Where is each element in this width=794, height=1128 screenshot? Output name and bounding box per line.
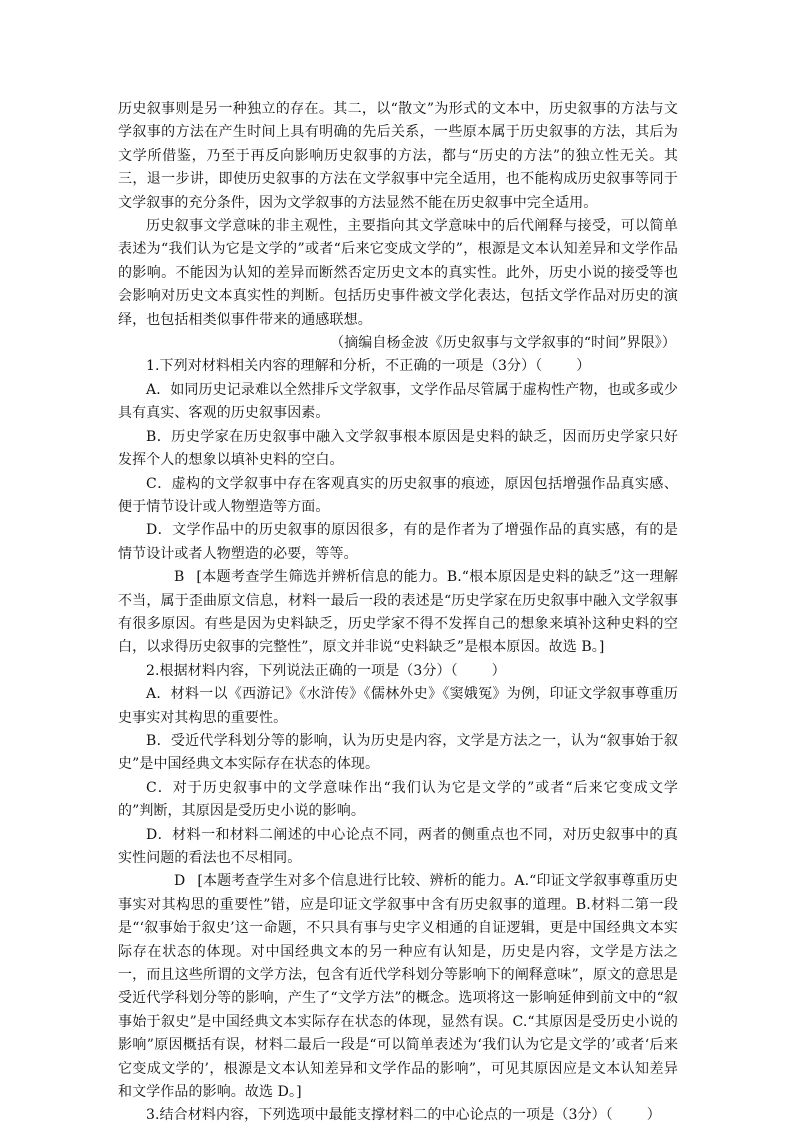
question-3-stem-text: 3.结合材料内容，下列选项中最能支撑材料二的中心论点的一项是（3分）（: [146, 1107, 613, 1124]
question-2-stem: [118, 660, 678, 683]
question-1-stem-text: 1.下列对材料相关内容的理解和分析，不正确的一项是（3分）（: [146, 358, 543, 375]
material-source: （摘编自杨金波《历史叙事与文学叙事的“时间”界限》）: [330, 335, 676, 352]
question-2-option-c: C．对于历史叙事中的文学意味作出“我们认为它是文学的”或者“后来它变成文学的”判断，其原因是受历史小说的影响。: [118, 779, 678, 820]
question-3-stem: [118, 1104, 678, 1127]
question-1-stem-end: ）: [576, 358, 591, 375]
answer-explanation: [本题考查学生筛选并辨析信息的能力。B.“根本原因是史料的缺乏”这一理解不当，属于歪曲原文信息，材料一最后一段的表述是“历史学家在历史叙事中融入文学叙事有很多原因。有些是因为史料缺乏，历史学家不得不发挥自己的想象来填补这种史料的空白，以求得历史叙事的完整性”，原文并非说“史料缺乏”是根本原因。故选 B。]: [118, 569, 678, 656]
material-paragraph-1: 历史叙事则是另一种独立的存在。其二，以“散文”为形式的文本中，历史叙事的方法与文学叙事的方法在产生时间上具有明确的先后关系，一些原本属于历史叙事的方法，其后为文学所借鉴，乃至于再反向影响历史叙事的方法，都与“历史的方法”的独立性无关。其三，退一步讲，即使历史叙事的方法在文学叙事中完全适用，也不能构成历史叙事等同于文学叙事的充分条件，因为文学叙事的方法显然不能在历史叙事中完全适用。: [118, 101, 678, 211]
answer-key: B: [174, 569, 185, 586]
question-1-option-c: C．虚构的文学叙事中存在客观真实的历史叙事的痕迹，原因包括增强作品真实感、便于情节设计或人物塑造等方面。: [118, 475, 678, 515]
question-1-option-b: B．历史学家在历史叙事中融入文学叙事根本原因是史料的缺乏，因而历史学家只好发挥个人的想象以填补史料的空白。: [118, 428, 678, 469]
question-2-option-b: B．受近代学科划分等的影响，认为历史是内容，文学是方法之一，认为“叙事始于叙史”是中国经典文本实际存在状态的体现。: [118, 732, 678, 773]
question-1-option-a: A．如同历史记录难以全然排斥文学叙事，文学作品尽管属于虚构性产物，也或多或少具有真实、客观的历史叙事因素。: [118, 381, 678, 422]
question-2-answer: [118, 870, 678, 1104]
question-2-stem-end: ）: [491, 662, 506, 679]
question-1-option-d: D．文学作品中的历史叙事的原因很多，有的是作者为了增强作品的真实感，有的是情节设计或者人物塑造的必要，等等。: [118, 522, 678, 562]
question-3-stem-end: ）: [646, 1107, 661, 1124]
answer-key: D: [174, 873, 186, 890]
question-1-answer: [118, 566, 678, 660]
document-body: [118, 98, 678, 1128]
material-paragraph-2: 历史叙事文学意味的非主观性，主要指向其文学意味中的后代阐释与接受，可以简单表述为“我们认为它是文学的”或者“后来它变成文学的”，根源是文本认知差异和文学作品的影响。不能因为认知的差异而断然否定历史文本的真实性。此外，历史小说的接受等也会影响对历史文本真实性的判断。包括历史事件被文学化表达，包括文学作品对历史的演绎，也包括相类似事件带来的通感联想。: [118, 218, 678, 328]
question-2-option-a: A．材料一以《西游记》《水浒传》《儒林外史》《窦娥冤》为例，印证文学叙事尊重历史事实对其构思的重要性。: [118, 686, 678, 726]
question-2-option-d: D．材料一和材料二阐述的中心论点不同，两者的侧重点也不同，对历史叙事中的真实性问题的看法也不尽相同。: [118, 826, 678, 866]
answer-explanation: [本题考查学生对多个信息进行比较、辨析的能力。A.“印证文学叙事尊重历史事实对其构思的重要性”错，应是印证文学叙事中含有历史叙事的道理。B.材料二第一段是“‘叙事始于叙史’这一命题，不只具有事与史字义相通的自证逻辑，更是中国经典文本实际存在状态的体现。对中国经典文本的另一种应有认知是，历史是内容，文学是方法之一，而且这些所谓的文学方法，包含有近代学科划分等影响下的阐释意味”，原文的意思是受近代学科划分等的影响，产生了“文学方法”的概念。选项将这一影响延伸到前文中的“叙事始于叙史”是中国经典文本实际存在状态的体现，显然有误。C.“其原因是受历史小说的影响”原因概括有误，材料二最后一段是“可以简单表述为‘我们认为它是文学的’或者‘后来它变成文学的’，根源是文本认知差异和文学作品的影响”，可见其原因应是文本认知差异和文学作品的影响。故选 D。]: [118, 873, 678, 1101]
question-2-stem-text: 2.根据材料内容，下列说法正确的一项是（3分）（: [146, 662, 458, 679]
question-1-stem: [118, 355, 678, 378]
